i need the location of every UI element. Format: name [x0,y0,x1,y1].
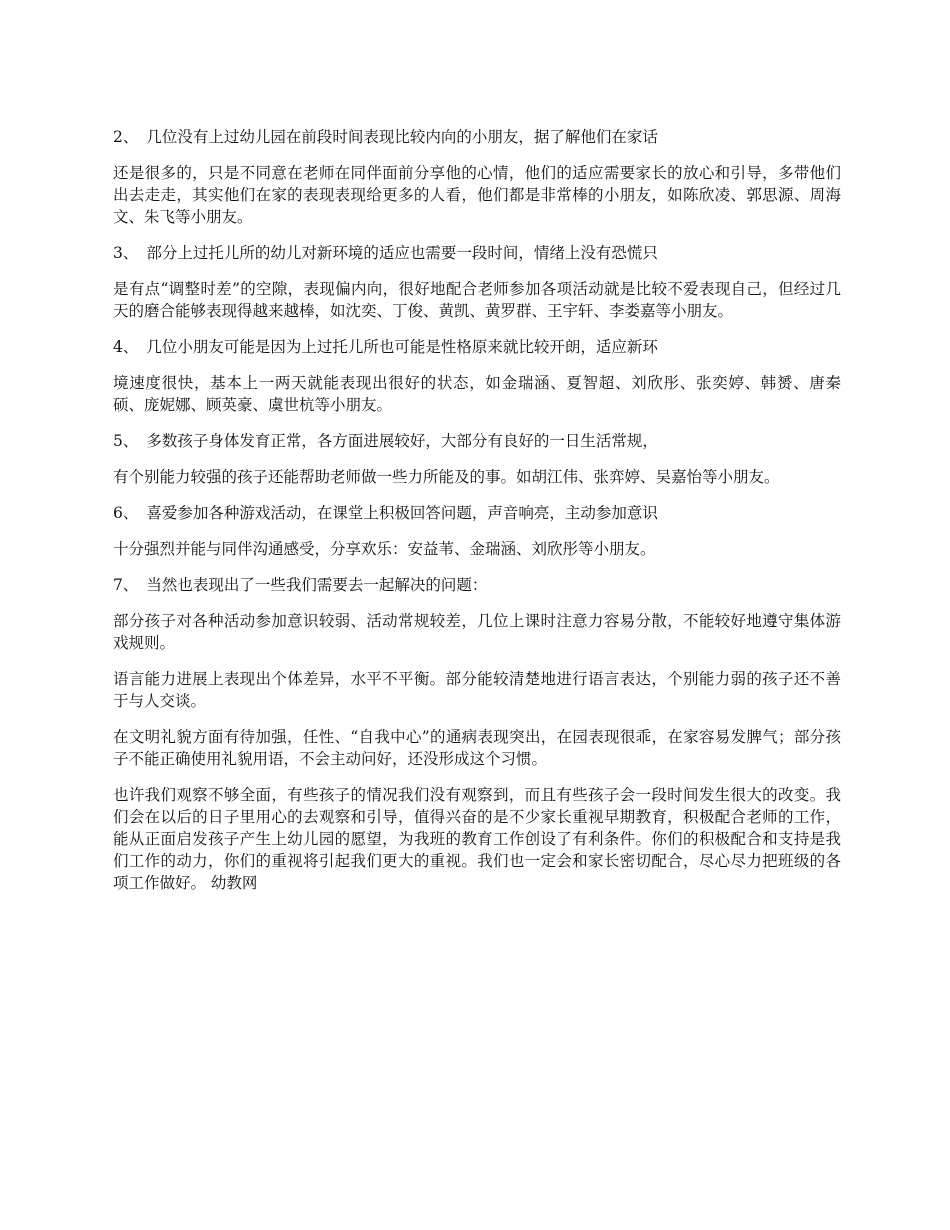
item-body: 境速度很快，基本上一两天就能表现出很好的状态，如金瑞涵、夏智超、刘欣彤、张奕婷、韩赟、唐秦硕、庞妮娜、顾英豪、虞世杭等小朋友。 [113,374,841,414]
item-number: 3、 [113,244,139,262]
item-heading [113,242,841,264]
item-heading [113,336,841,358]
item-body: 是有点“调整时差”的空隙，表现偏内向，很好地配合老师参加各项活动就是比较不爱表现自己，但经过几天的磨合能够表现得越来越棒，如沈奕、丁俊、黄凯、黄罗群、王宇轩、李娄嘉等小朋友。 [113,280,841,320]
item-heading-text: 当然也表现出了一些我们需要去一起解决的问题： [146,576,488,594]
document-page [113,126,841,908]
item-body: 有个别能力较强的孩子还能帮助老师做一些力所能及的事。如胡江伟、张弈婷、吴嘉怡等小朋友。 [113,468,780,486]
item-heading-text: 几位小朋友可能是因为上过托儿所也可能是性格原来就比较开朗，适应新环 [146,338,658,356]
paragraph: 在文明礼貌方面有待加强，任性、“自我中心”的通病表现突出，在园表现很乖，在家容易发脾气；部分孩子不能正确使用礼貌用语，不会主动问好，还没形成这个习惯。 [113,728,841,768]
item-heading [113,502,841,524]
item-heading [113,574,841,596]
item-2 [113,126,841,228]
item-5 [113,430,841,488]
item-number: 5、 [113,432,139,450]
item-heading-text: 喜爱参加各种游戏活动，在课堂上积极回答问题，声音响亮，主动参加意识 [146,504,658,522]
paragraph: 语言能力进展上表现出个体差异，水平不平衡。部分能较清楚地进行语言表达，个别能力弱的孩子还不善于与人交谈。 [113,670,841,710]
item-body: 十分强烈并能与同伴沟通感受，分享欢乐：安益苇、金瑞涵、刘欣彤等小朋友。 [113,540,656,558]
item-6 [113,502,841,560]
closing-paragraph: 也许我们观察不够全面，有些孩子的情况我们没有观察到，而且有些孩子会一段时间发生很大的改变。我们会在以后的日子里用心的去观察和引导，值得兴奋的是不少家长重视早期教育，积极配合老师的工作，能从正面启发孩子产生上幼儿园的愿望，为我班的教育工作创设了有利条件。你们的积极配合和支持是我们工作的动力，你们的重视将引起我们更大的重视。我们也一定会和家长密切配合，尽心尽力把班级的各项工作做好。 幼教网 [113,786,841,892]
item-heading [113,126,841,148]
paragraph: 部分孩子对各种活动参加意识较弱、活动常规较差，几位上课时注意力容易分散，不能较好地遵守集体游戏规则。 [113,612,841,652]
item-3 [113,242,841,322]
item-4 [113,336,841,416]
item-heading [113,430,841,452]
item-number: 7、 [113,576,139,594]
item-body: 还是很多的，只是不同意在老师在同伴面前分享他的心情，他们的适应需要家长的放心和引导，多带他们出去走走，其实他们在家的表现表现给更多的人看，他们都是非常棒的小朋友，如陈欣凌、郭思源、周海文、朱飞等小朋友。 [113,164,841,226]
item-7 [113,574,841,596]
item-number: 4、 [113,338,139,356]
item-heading-text: 几位没有上过幼儿园在前段时间表现比较内向的小朋友，据了解他们在家话 [146,128,658,146]
item-number: 2、 [113,128,139,146]
item-heading-text: 部分上过托儿所的幼儿对新环境的适应也需要一段时间，情绪上没有恐慌只 [146,244,658,262]
item-heading-text: 多数孩子身体发育正常，各方面进展较好，大部分有良好的一日生活常规， [146,432,658,450]
item-number: 6、 [113,504,139,522]
